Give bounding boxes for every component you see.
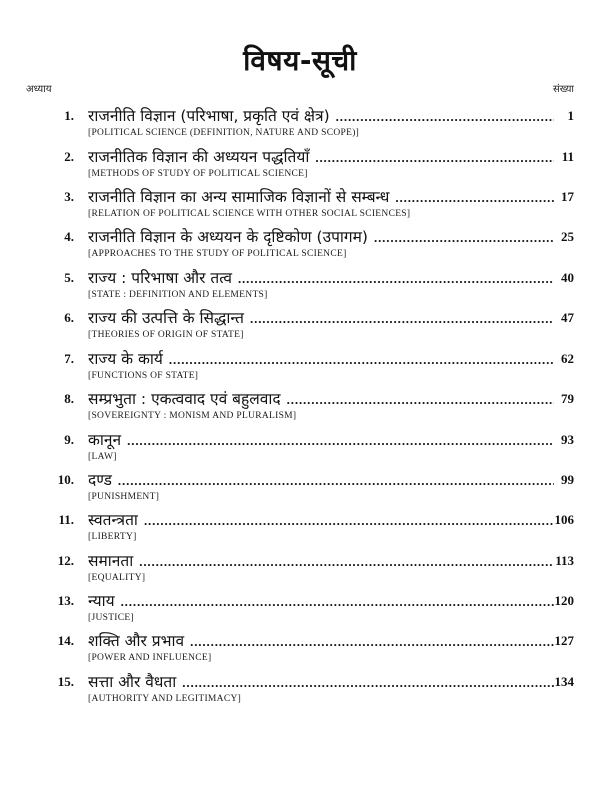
chapter-number: 2.	[64, 149, 74, 164]
chapter-title-hindi: शक्ति और प्रभाव	[88, 632, 185, 650]
chapter-title-hindi: राज्य : परिभाषा और तत्व	[88, 269, 232, 287]
toc-entry[interactable]	[0, 264, 600, 304]
toc-entry[interactable]	[0, 223, 600, 263]
chapter-title-hindi: दण्ड	[88, 471, 112, 489]
chapter-title-english: [PUNISHMENT]	[88, 492, 160, 502]
page-number: 127	[554, 633, 574, 648]
page-number: 120	[554, 593, 574, 608]
chapter-column-header: अध्याय	[26, 84, 52, 95]
toc-entry[interactable]	[0, 143, 600, 183]
toc-entry[interactable]	[0, 668, 600, 708]
dot-leader	[330, 106, 554, 127]
page-number: 113	[555, 553, 574, 568]
chapter-title-english: [STATE : DEFINITION AND ELEMENTS]	[88, 290, 268, 300]
page-title: विषय-सूची	[243, 44, 357, 77]
chapter-title-hindi: राजनीति विज्ञान के अध्ययन के दृष्टिकोण (उपागम)	[88, 228, 368, 246]
page-number: 17	[561, 189, 574, 204]
dot-leader	[232, 268, 554, 289]
chapter-title-hindi: समानता	[88, 552, 134, 570]
page-number: 11	[561, 149, 574, 164]
chapter-number: 15.	[57, 674, 74, 689]
chapter-title-english: [METHODS OF STUDY OF POLITICAL SCIENCE]	[88, 169, 308, 179]
page-number: 79	[561, 391, 574, 406]
dot-leader	[176, 672, 554, 693]
chapter-title-hindi: सत्ता और वैधता	[88, 673, 177, 691]
chapter-number: 6.	[64, 310, 74, 325]
chapter-title-hindi: सम्प्रभुता : एकत्ववाद एवं बहुलवाद	[88, 390, 281, 408]
page-number: 62	[561, 351, 574, 366]
toc-entry[interactable]	[0, 426, 600, 466]
chapter-title-english: [RELATION OF POLITICAL SCIENCE WITH OTHER SOCIAL SCIENCES]	[88, 209, 411, 219]
chapter-title-english: [JUSTICE]	[88, 613, 134, 623]
chapter-title-hindi: राजनीति विज्ञान का अन्य सामाजिक विज्ञानों से सम्बन्ध	[88, 188, 390, 206]
chapter-title-english: [APPROACHES TO THE STUDY OF POLITICAL SCIENCE]	[88, 249, 347, 259]
toc-entry[interactable]	[0, 466, 600, 506]
chapter-title-hindi: न्याय	[88, 592, 115, 610]
toc-entry[interactable]	[0, 587, 600, 627]
page-number: 134	[554, 674, 574, 689]
chapter-title-hindi: राज्य के कार्य	[88, 350, 163, 368]
chapter-title-english: [FUNCTIONS OF STATE]	[88, 371, 199, 381]
toc-entry[interactable]	[0, 183, 600, 223]
dot-leader	[389, 187, 554, 208]
chapter-title-hindi: राज्य की उत्पत्ति के सिद्धान्त	[88, 309, 244, 327]
toc-entry[interactable]	[0, 627, 600, 667]
chapter-number: 5.	[64, 270, 74, 285]
chapter-number: 8.	[64, 391, 74, 406]
page-column-header: संख्या	[553, 84, 574, 95]
chapter-number: 10.	[57, 472, 74, 487]
chapter-title-hindi: कानून	[88, 431, 122, 449]
chapter-title-hindi: स्वतन्त्रता	[88, 511, 138, 529]
chapter-number: 12.	[57, 553, 74, 568]
page-number: 93	[561, 432, 574, 447]
toc-entry[interactable]	[0, 304, 600, 344]
chapter-title-hindi: राजनीति विज्ञान (परिभाषा, प्रकृति एवं क्षेत्र)	[88, 107, 330, 125]
dot-leader	[138, 510, 554, 531]
page-number: 25	[561, 229, 574, 244]
dot-leader	[368, 227, 554, 248]
page-number: 106	[554, 512, 574, 527]
chapter-title-hindi: राजनीतिक विज्ञान की अध्ययन पद्धतियाँ	[88, 148, 310, 166]
chapter-title-english: [POWER AND INFLUENCE]	[88, 653, 212, 663]
toc-entry[interactable]	[0, 102, 600, 142]
toc-entry[interactable]	[0, 547, 600, 587]
dot-leader	[115, 591, 554, 612]
page-number: 99	[561, 472, 574, 487]
chapter-title-english: [LAW]	[88, 452, 117, 462]
chapter-number: 13.	[57, 593, 74, 608]
page-number: 47	[561, 310, 574, 325]
chapter-title-english: [THEORIES OF ORIGIN OF STATE]	[88, 330, 244, 340]
dot-leader	[309, 147, 554, 168]
chapter-number: 3.	[64, 189, 74, 204]
chapter-number: 9.	[64, 432, 74, 447]
dot-leader	[244, 308, 554, 329]
chapter-number: 1.	[64, 108, 74, 123]
toc-entry[interactable]	[0, 345, 600, 385]
dot-leader	[112, 470, 554, 491]
dot-leader	[281, 389, 554, 410]
dot-leader	[163, 349, 554, 370]
chapter-title-english: [SOVEREIGNTY : MONISM AND PLURALISM]	[88, 411, 297, 421]
page-number: 1	[567, 108, 574, 123]
toc-entry[interactable]	[0, 385, 600, 425]
dot-leader	[121, 430, 554, 451]
chapter-number: 14.	[57, 633, 74, 648]
chapter-number: 11.	[58, 512, 74, 527]
chapter-title-english: [AUTHORITY AND LEGITIMACY]	[88, 694, 242, 704]
toc-entry[interactable]	[0, 506, 600, 546]
dot-leader	[133, 551, 554, 572]
chapter-title-english: [EQUALITY]	[88, 573, 146, 583]
chapter-title-english: [LIBERTY]	[88, 532, 137, 542]
chapter-title-english: [POLITICAL SCIENCE (DEFINITION, NATURE AND SCOPE)]	[88, 128, 360, 138]
chapter-number: 4.	[64, 229, 74, 244]
chapter-number: 7.	[64, 351, 74, 366]
page-number: 40	[561, 270, 574, 285]
dot-leader	[184, 631, 554, 652]
